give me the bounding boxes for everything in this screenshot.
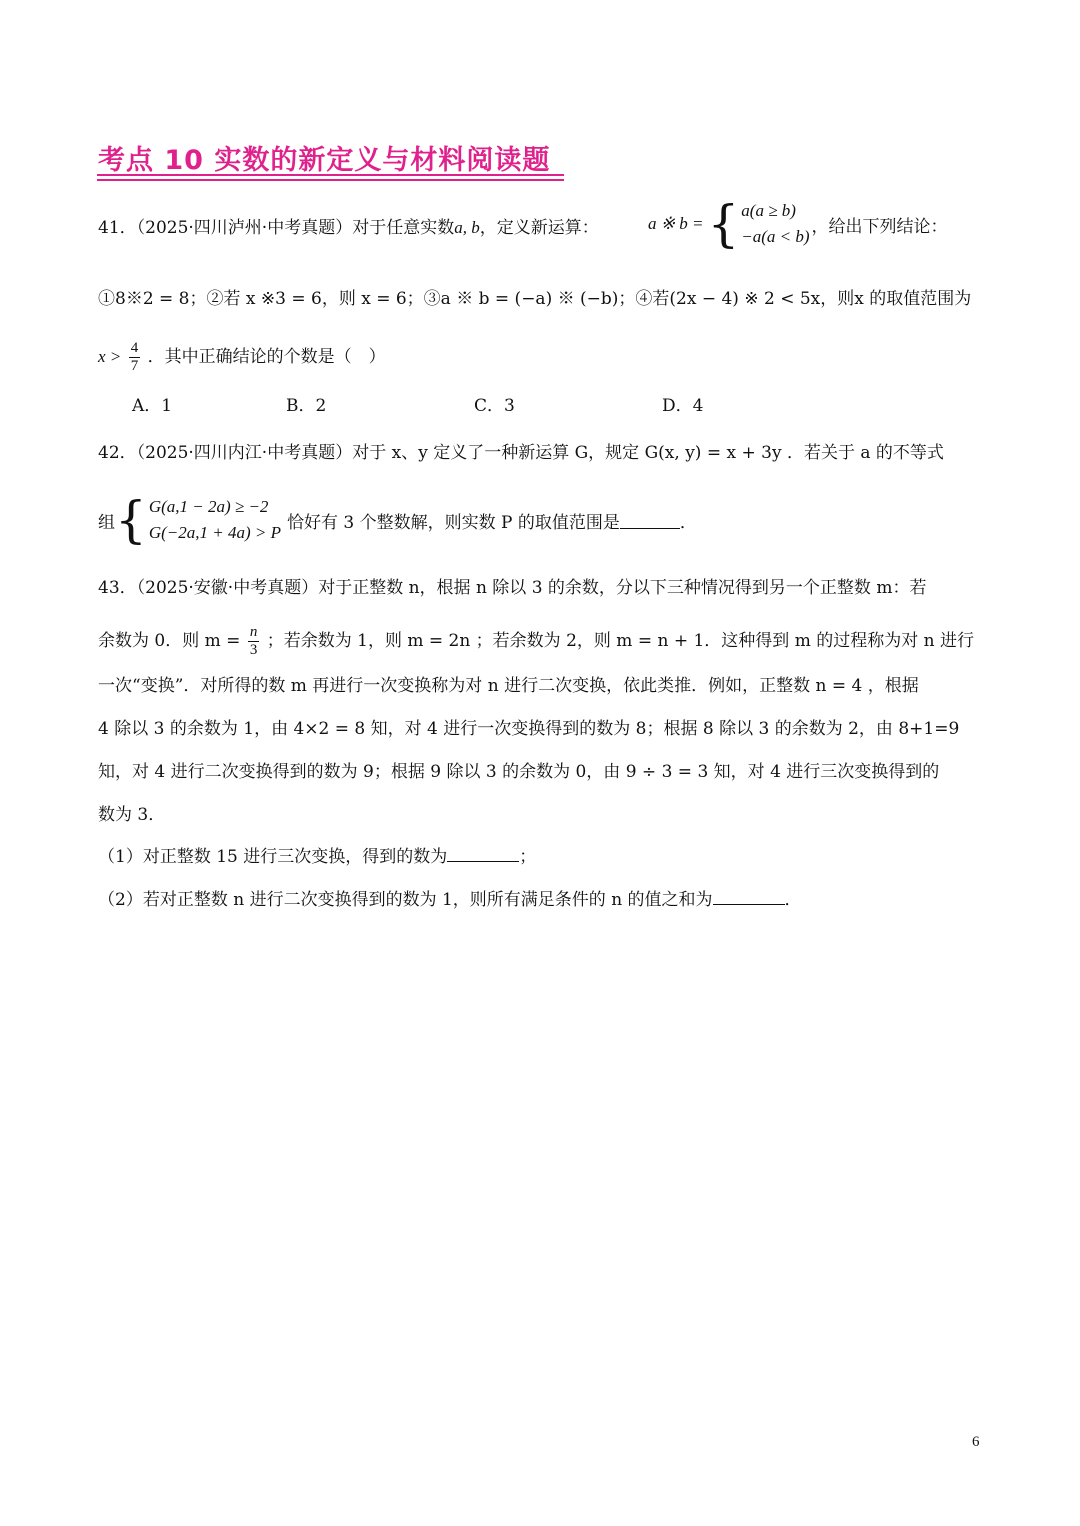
q42-cases xyxy=(149,494,281,546)
q43-rules: ；若余数为 1，则 m = 2n ；若余数为 2，则 m = n + 1．这种得到 m 的过程称为对 n 进行 xyxy=(266,631,974,651)
fraction-denominator: 3 xyxy=(249,642,258,658)
q43-sub-1-end: ； xyxy=(519,847,537,867)
q41-vars: a, b xyxy=(454,218,480,237)
q43-sub-2 xyxy=(98,888,802,912)
q43-line-5: 知，对 4 进行二次变换得到的数为 9；根据 9 除以 3 的余数为 0，由 9 ÷ 3 = 3 知，对 4 进行三次变换得到的 xyxy=(98,762,940,782)
left-brace: { xyxy=(115,491,147,549)
q41-statements: ①8※2 = 8；②若 x ※3 = 6，则 x = 6；③a ※ b = (−a) ※ (−b)；④若(2x − 4) ※ 2 < 5x，则x 的取值范围为 xyxy=(98,289,972,309)
q41-op-lhs: a ※ b = xyxy=(648,214,704,233)
q42-case-1: G(a,1 − 2a) ≥ −2 xyxy=(148,497,269,516)
q41-option-d: D．4 xyxy=(662,396,704,416)
q41-lead: 41．（2025·四川泸州·中考真题）对于任意实数 xyxy=(98,218,455,238)
q43-line-1: 43．（2025·安徽·中考真题）对于正整数 n，根据 n 除以 3 的余数，分以下三种情况得到另一个正整数 m：若 xyxy=(98,578,927,598)
q41-tail: ，给出下列结论： xyxy=(811,216,948,237)
page-number: 6 xyxy=(972,1434,980,1450)
q41-define: ，定义新运算： xyxy=(479,218,599,238)
q43-sub-2-text: （2）若对正整数 n 进行二次变换得到的数为 1，则所有满足条件的 n 的值之和为 xyxy=(98,890,713,910)
q43-fraction xyxy=(248,624,260,659)
q41-condition xyxy=(98,340,386,375)
q42-prefix: 组 xyxy=(98,512,115,533)
q41-fraction xyxy=(129,340,141,375)
fraction-numerator: 4 xyxy=(130,340,139,356)
q43-line-2 xyxy=(98,624,974,659)
q41-x-greater: x > xyxy=(98,347,122,366)
q41-stem xyxy=(98,216,599,240)
q42-end: ． xyxy=(679,512,697,533)
answer-blank[interactable] xyxy=(447,845,519,862)
q41-option-b: B．2 xyxy=(286,396,327,416)
section-title: 考点 10 实数的新定义与材料阅读题 xyxy=(98,145,551,176)
title-underline xyxy=(97,174,564,176)
q43-sub-1 xyxy=(98,845,536,869)
q42-inequality-system xyxy=(98,491,697,549)
q43-line-6: 数为 3． xyxy=(98,805,166,825)
q41-option-a: A．1 xyxy=(132,396,173,416)
q41-cases xyxy=(741,198,809,250)
q41-case-1: a(a ≥ b) xyxy=(741,201,796,220)
q41-case-2: −a(a < b) xyxy=(741,227,810,246)
left-brace: { xyxy=(707,195,740,253)
q42-tail: 恰好有 3 个整数解，则实数 P 的取值范围是 xyxy=(286,512,620,533)
q41-option-c: C．3 xyxy=(474,396,515,416)
q42-case-2: G(−2a,1 + 4a) > P xyxy=(148,523,281,542)
q43-line-4: 4 除以 3 的余数为 1，由 4×2 = 8 知，对 4 进行一次变换得到的数为 8；根据 8 除以 3 的余数为 2，由 8+1=9 xyxy=(98,719,960,739)
q41-piecewise-definition xyxy=(648,195,948,253)
fraction-denominator: 7 xyxy=(130,358,139,374)
q41-question: ．其中正确结论的个数是（ ） xyxy=(147,347,386,367)
q43-line-3: 一次“变换”．对所得的数 m 再进行一次变换称为对 n 进行二次变换，依此类推．例如，正整数 n = 4 ，根据 xyxy=(98,676,919,696)
answer-blank[interactable] xyxy=(620,512,680,529)
q43-sub-1-text: （1）对正整数 15 进行三次变换，得到的数为 xyxy=(98,847,448,867)
q42-stem: 42．（2025·四川内江·中考真题）对于 x、y 定义了一种新运算 G，规定 G(x, y) = x + 3y ．若关于 a 的不等式 xyxy=(98,443,944,463)
title-underline-double xyxy=(97,179,564,181)
q43-m-equals: 余数为 0．则 m = xyxy=(98,631,241,651)
answer-blank[interactable] xyxy=(713,888,785,905)
q43-sub-2-end: ． xyxy=(784,890,802,910)
fraction-numerator: n xyxy=(249,624,258,640)
